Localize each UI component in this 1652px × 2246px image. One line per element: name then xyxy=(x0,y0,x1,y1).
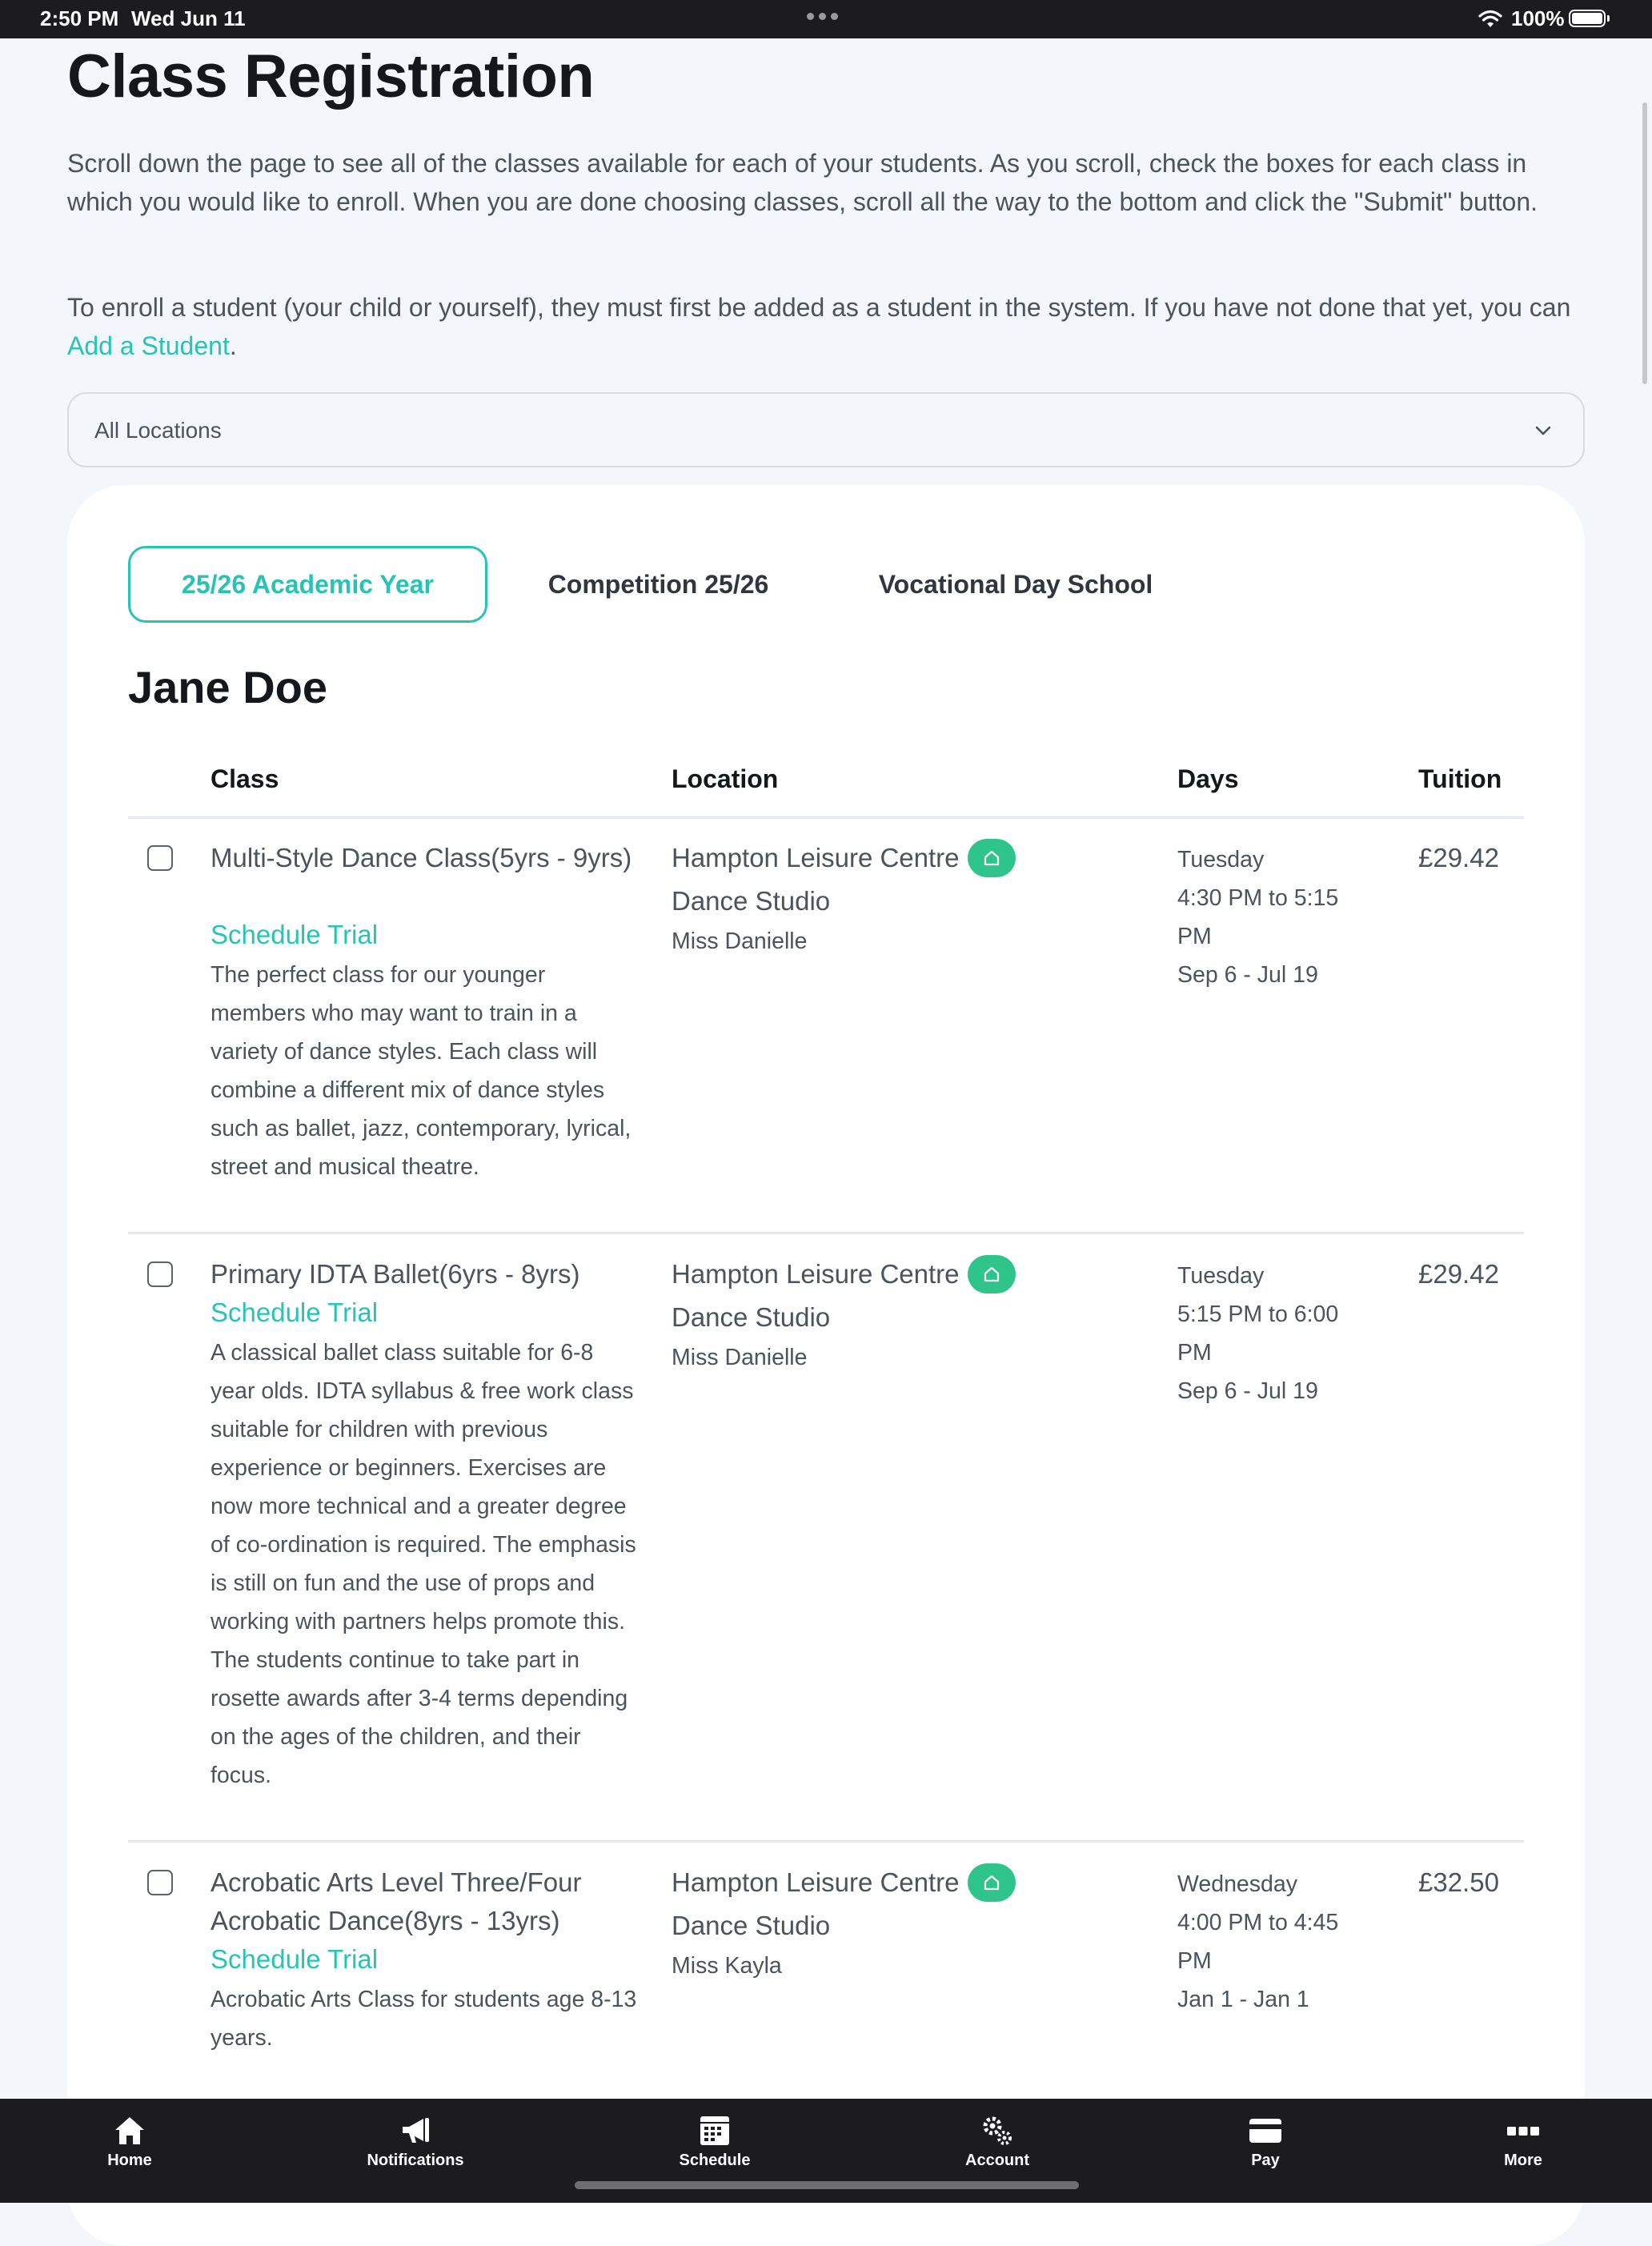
class-checkbox[interactable] xyxy=(147,1870,173,1895)
column-header-class: Class xyxy=(211,764,279,793)
tab-account-label: Account xyxy=(965,2152,1029,2169)
wifi-icon xyxy=(1478,8,1503,29)
class-description: Acrobatic Arts Class for students age 8-13 years. xyxy=(211,1987,637,2051)
tab-more-label: More xyxy=(1504,2152,1542,2169)
teacher-name: Miss Kayla xyxy=(672,1953,782,1979)
home-location-icon[interactable] xyxy=(968,839,1016,877)
location-name xyxy=(672,1255,1016,1293)
class-time-end: PM xyxy=(1177,1948,1212,1974)
schedule-trial-link[interactable]: Schedule Trial xyxy=(211,920,379,949)
class-name: Multi-Style Dance Class(5yrs - 9yrs) xyxy=(211,843,632,872)
class-dates: Sep 6 - Jul 19 xyxy=(1177,962,1318,988)
chevron-down-icon xyxy=(1532,419,1554,442)
enroll-instructions xyxy=(67,288,1588,365)
tuition-price: £29.42 xyxy=(1418,843,1499,872)
tab-pay-label: Pay xyxy=(1251,2152,1280,2169)
status-bar xyxy=(0,0,1652,38)
location-select-value: All Locations xyxy=(94,418,222,443)
tab-pay[interactable] xyxy=(1177,2113,1353,2170)
gears-icon xyxy=(980,2113,1015,2148)
enroll-instructions-text: To enroll a student (your child or yourself), they must first be added as a student in the system. If you have not done that yet, you can xyxy=(67,293,1571,322)
status-time: 2:50 PM xyxy=(40,6,119,30)
class-time: 4:00 PM to 4:45 xyxy=(1177,1910,1339,1935)
class-time-end: PM xyxy=(1177,1340,1212,1366)
student-name: Jane Doe xyxy=(128,662,327,712)
location-name xyxy=(672,1863,1016,1902)
class-schedule xyxy=(1177,1865,1361,2019)
location-name xyxy=(672,839,1016,877)
house-icon xyxy=(112,2113,147,2148)
tab-account[interactable] xyxy=(909,2113,1085,2170)
class-checkbox[interactable] xyxy=(147,845,173,871)
class-day: Tuesday xyxy=(1177,1263,1265,1289)
tab-schedule[interactable] xyxy=(627,2113,803,2170)
class-description: A classical ballet class suitable for 6-8 year olds. IDTA syllabus & free work class suitable for children with previous experience or beginners. Exercises are now more technical and a greater degree of co-ordination is required. The emphasis is still on fun and the use of props and working with partners helps promote this. The students continue to take part in rosette awards after 3-4 terms depending on the ages of the children, and their focus. xyxy=(211,1340,636,1788)
location-name-text: Hampton Leisure Centre xyxy=(672,1259,960,1289)
intro-text: Scroll down the page to see all of the classes available for each of your students. As you scroll, check the boxes for each class in which you would like to enroll. When you are done choosing classes, scroll all the way to the bottom and click the "Submit" button. xyxy=(67,149,1538,216)
megaphone-icon xyxy=(398,2113,433,2148)
tuition-price: £29.42 xyxy=(1418,1259,1499,1289)
tab-home[interactable] xyxy=(42,2113,218,2170)
teacher-name: Miss Danielle xyxy=(672,928,808,954)
column-header-days: Days xyxy=(1177,764,1239,793)
tab-more[interactable] xyxy=(1435,2113,1611,2170)
location-select[interactable] xyxy=(67,392,1585,467)
location-room: Dance Studio xyxy=(672,1302,831,1332)
tab-vocational-day-school[interactable]: Vocational Day School xyxy=(878,569,1153,599)
tuition-price: £32.50 xyxy=(1418,1867,1499,1897)
battery-icon xyxy=(1569,10,1606,27)
schedule-trial-link[interactable]: Schedule Trial xyxy=(211,1944,379,1974)
multitasking-dots-icon[interactable] xyxy=(807,13,838,20)
class-day: Wednesday xyxy=(1177,1871,1297,1897)
status-date: Wed Jun 11 xyxy=(131,6,246,30)
class-name: Primary IDTA Ballet(6yrs - 8yrs) xyxy=(211,1259,580,1289)
home-indicator[interactable] xyxy=(575,2181,1079,2189)
page-title: Class Registration xyxy=(67,42,595,110)
column-header-location: Location xyxy=(672,764,779,793)
column-header-tuition: Tuition xyxy=(1418,764,1502,793)
class-description: The perfect class for our younger members who may want to train in a variety of dance styles. Each class will combine a different mix of dance styles such as ballet, jazz, contemporary, lyrical, street and musical theatre. xyxy=(211,962,632,1180)
class-time: 4:30 PM to 5:15 xyxy=(1177,885,1339,911)
scrollbar-thumb[interactable] xyxy=(1642,102,1647,384)
credit-card-icon xyxy=(1248,2113,1283,2148)
more-dots-icon xyxy=(1506,2113,1541,2148)
class-dates: Jan 1 - Jan 1 xyxy=(1177,1987,1309,2012)
location-name-text: Hampton Leisure Centre xyxy=(672,843,960,872)
battery-percent: 100% xyxy=(1511,6,1565,30)
header-divider xyxy=(128,816,1524,819)
add-student-link[interactable]: Add a Student xyxy=(67,331,230,360)
home-location-icon[interactable] xyxy=(968,1255,1016,1293)
home-location-icon[interactable] xyxy=(968,1863,1016,1902)
teacher-name: Miss Danielle xyxy=(672,1345,808,1370)
location-room: Dance Studio xyxy=(672,1911,831,1940)
class-dates: Sep 6 - Jul 19 xyxy=(1177,1378,1318,1404)
class-day: Tuesday xyxy=(1177,847,1265,872)
class-name: Acrobatic Arts Level Three/Four Acrobatic Dance(8yrs - 13yrs) xyxy=(211,1867,582,1935)
class-time: 5:15 PM to 6:00 xyxy=(1177,1301,1339,1327)
row-divider xyxy=(128,1232,1524,1234)
tab-notifications-label: Notifications xyxy=(367,2152,464,2169)
calendar-icon xyxy=(697,2113,732,2148)
tab-academic-year[interactable]: 25/26 Academic Year xyxy=(128,546,487,623)
tab-home-label: Home xyxy=(107,2152,152,2169)
tab-notifications[interactable] xyxy=(327,2113,503,2170)
class-checkbox[interactable] xyxy=(147,1261,173,1287)
schedule-trial-link[interactable]: Schedule Trial xyxy=(211,1297,379,1327)
row-divider xyxy=(128,1840,1524,1843)
location-name-text: Hampton Leisure Centre xyxy=(672,1867,960,1897)
tab-schedule-label: Schedule xyxy=(679,2152,751,2169)
enroll-instructions-end: . xyxy=(229,331,237,360)
class-time-end: PM xyxy=(1177,924,1212,949)
class-schedule xyxy=(1177,840,1361,994)
location-room: Dance Studio xyxy=(672,886,831,916)
tab-competition[interactable]: Competition 25/26 xyxy=(547,569,769,599)
class-schedule xyxy=(1177,1257,1361,1410)
